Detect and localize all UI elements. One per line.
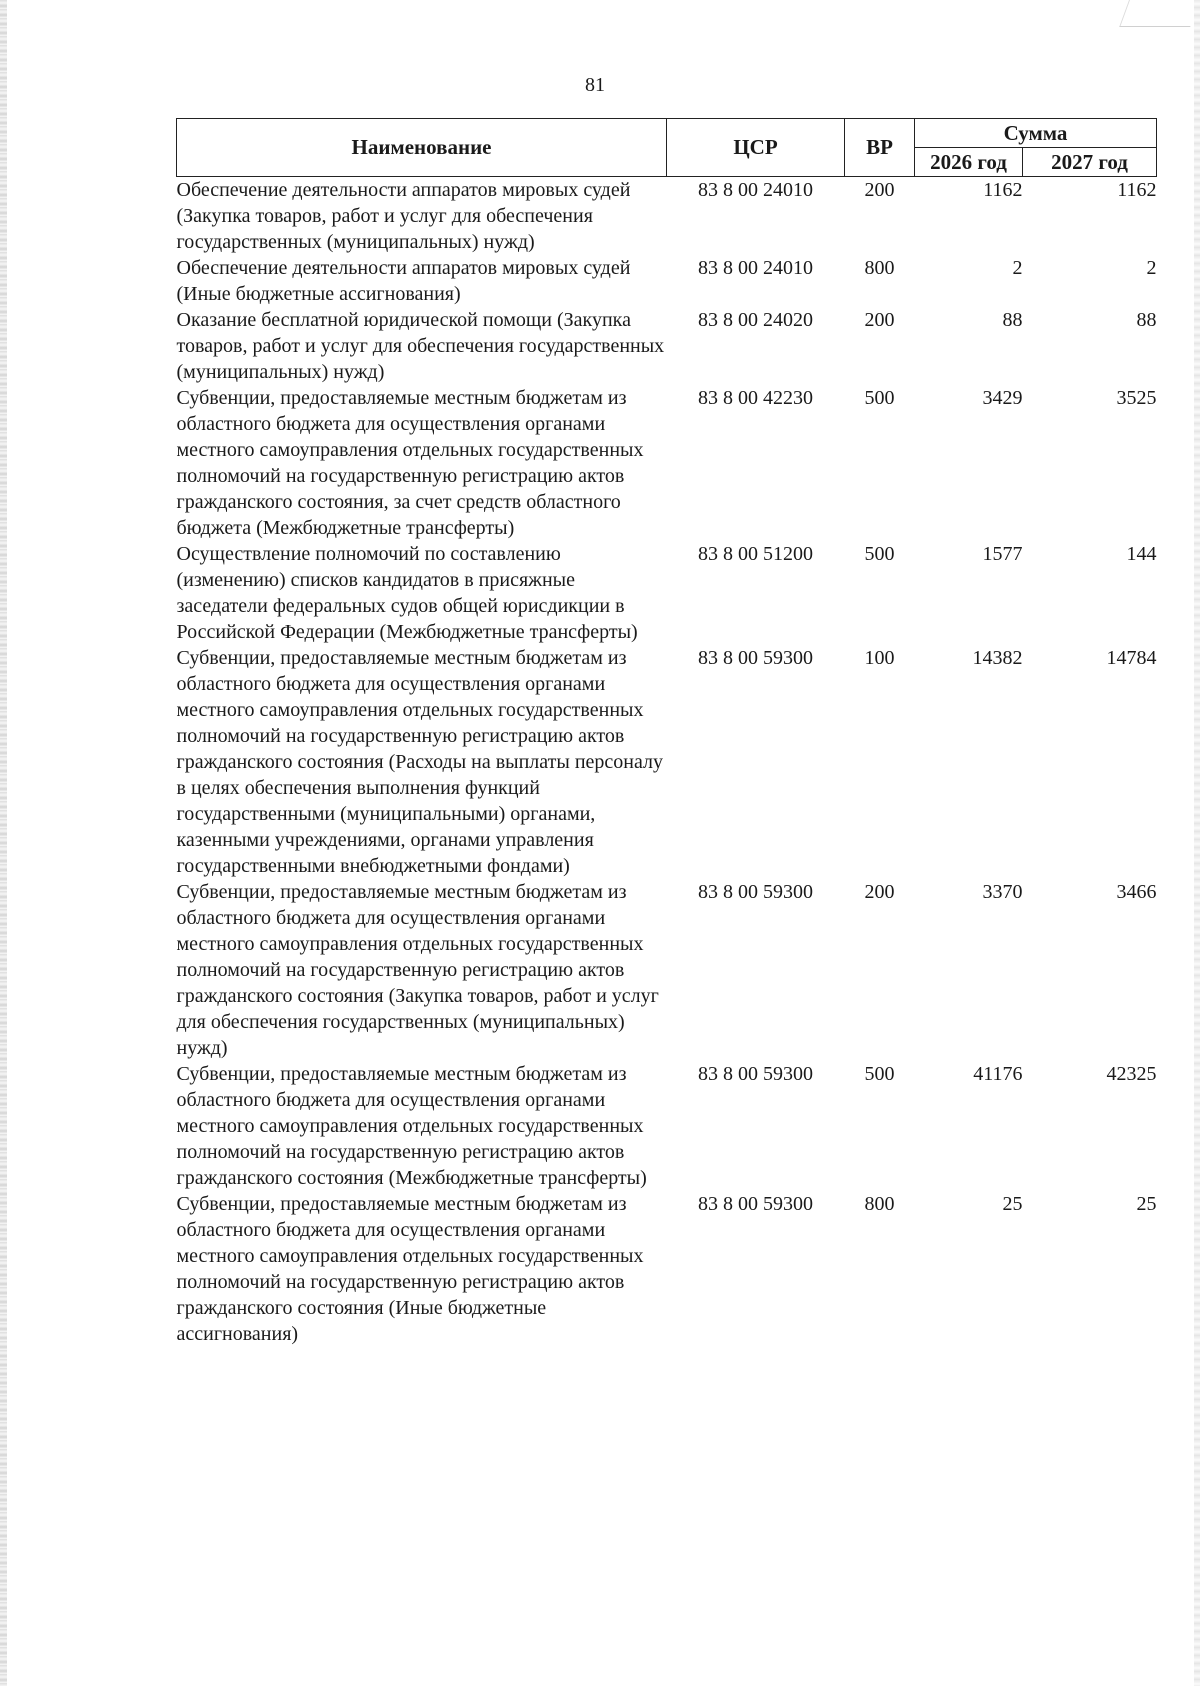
table-row — [177, 645, 1157, 879]
row-csr: 83 8 00 59300 — [698, 647, 813, 669]
row-csr: 83 8 00 59300 — [698, 1193, 813, 1215]
row-amount-2027: 144 — [1126, 543, 1157, 565]
table-row — [177, 255, 1157, 307]
table-body — [177, 177, 1157, 1348]
row-name: Субвенции, предоставляемые местным бюджетам из областного бюджета для осуществления органами местного самоуправления отдельных государственных полномочий на государственную регистрацию актов гражданского состояния (Межбюджетные трансферты) — [176, 1063, 647, 1189]
row-name: Оказание бесплатной юридической помощи (Закупка товаров, работ и услуг для обеспечения государственных (муниципальных) нужд) — [176, 309, 665, 383]
row-name: Обеспечение деятельности аппаратов мировых судей (Закупка товаров, работ и услуг для обеспечения государственных (муниципальных) нужд) — [176, 179, 631, 253]
table-row — [177, 879, 1157, 1061]
row-csr: 83 8 00 59300 — [698, 1063, 813, 1085]
header-sum: Сумма — [915, 119, 1157, 148]
row-name: Обеспечение деятельности аппаратов мировых судей (Иные бюджетные ассигнования) — [176, 257, 631, 305]
row-vr: 500 — [864, 543, 895, 565]
table-row — [177, 385, 1157, 541]
row-amount-2026: 3370 — [982, 881, 1023, 903]
header-year-2027: 2027 год — [1023, 148, 1157, 177]
scan-edge-left — [0, 0, 7, 1686]
table-row — [177, 1061, 1157, 1191]
row-amount-2027: 3466 — [1116, 881, 1157, 903]
row-csr: 83 8 00 24010 — [698, 257, 813, 279]
row-amount-2026: 1577 — [982, 543, 1023, 565]
table-row — [177, 1191, 1157, 1347]
row-vr: 200 — [864, 179, 895, 201]
row-csr: 83 8 00 51200 — [698, 543, 813, 565]
header-vr: ВР — [845, 119, 915, 177]
table-row — [177, 541, 1157, 645]
row-name: Субвенции, предоставляемые местным бюджетам из областного бюджета для осуществления органами местного самоуправления отдельных государственных полномочий на государственную регистрацию актов гражданского состояния (Иные бюджетные ассигнования) — [176, 1193, 644, 1345]
header-year-2026: 2026 год — [915, 148, 1023, 177]
row-vr: 100 — [864, 647, 895, 669]
budget-table — [176, 118, 1157, 1347]
row-name: Субвенции, предоставляемые местным бюджетам из областного бюджета для осуществления органами местного самоуправления отдельных государственных полномочий на государственную регистрацию актов гражданского состояния (Закупка товаров, работ и услуг для обеспечения государственных (муниципальных) нужд) — [176, 881, 659, 1059]
header-name: Наименование — [177, 119, 667, 177]
row-amount-2026: 25 — [1002, 1193, 1023, 1215]
row-vr: 500 — [864, 1063, 895, 1085]
row-amount-2027: 25 — [1136, 1193, 1157, 1215]
scan-corner — [1119, 0, 1200, 27]
row-amount-2026: 2 — [1012, 257, 1023, 279]
page-number: 81 — [585, 74, 605, 96]
row-amount-2027: 88 — [1136, 309, 1157, 331]
table-row — [177, 177, 1157, 256]
row-vr: 500 — [864, 387, 895, 409]
row-csr: 83 8 00 24010 — [698, 179, 813, 201]
table-row — [177, 307, 1157, 385]
table-header — [177, 119, 1157, 177]
row-amount-2027: 42325 — [1106, 1063, 1157, 1085]
row-amount-2027: 3525 — [1116, 387, 1157, 409]
row-amount-2026: 41176 — [973, 1063, 1023, 1085]
row-name: Субвенции, предоставляемые местным бюджетам из областного бюджета для осуществления органами местного самоуправления отдельных государственных полномочий на государственную регистрацию актов гражданского состояния, за счет средств областного бюджета (Межбюджетные трансферты) — [176, 387, 644, 539]
row-vr: 200 — [864, 881, 895, 903]
row-amount-2027: 1162 — [1117, 179, 1157, 201]
scan-edge-right — [1194, 0, 1200, 1686]
row-vr: 800 — [864, 257, 895, 279]
row-name: Субвенции, предоставляемые местным бюджетам из областного бюджета для осуществления органами местного самоуправления отдельных государственных полномочий на государственную регистрацию актов гражданского состояния (Расходы на выплаты персоналу в целях обеспечения выполнения функций государственными (муниципальными) органами, казенными учреждениями, органами управления государственными внебюджетными фондами) — [176, 647, 664, 877]
row-csr: 83 8 00 24020 — [698, 309, 813, 331]
row-amount-2026: 88 — [1002, 309, 1023, 331]
row-csr: 83 8 00 42230 — [698, 387, 813, 409]
row-vr: 200 — [864, 309, 895, 331]
row-vr: 800 — [864, 1193, 895, 1215]
row-csr: 83 8 00 59300 — [698, 881, 813, 903]
row-amount-2026: 14382 — [972, 647, 1023, 669]
row-amount-2027: 2 — [1146, 257, 1157, 279]
row-amount-2026: 1162 — [983, 179, 1023, 201]
row-name: Осуществление полномочий по составлению (изменению) списков кандидатов в присяжные заседатели федеральных судов общей юрисдикции в Российской Федерации (Межбюджетные трансферты) — [176, 543, 638, 643]
header-csr: ЦСР — [667, 119, 845, 177]
row-amount-2027: 14784 — [1106, 647, 1157, 669]
row-amount-2026: 3429 — [982, 387, 1023, 409]
